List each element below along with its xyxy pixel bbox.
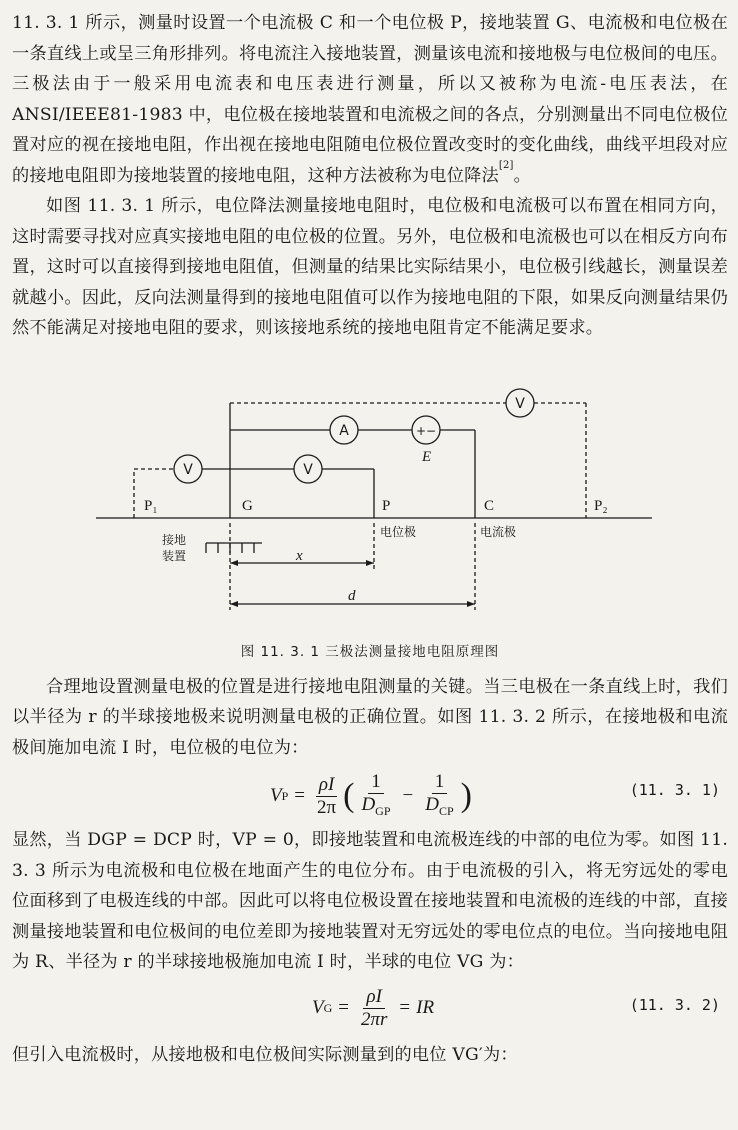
current-electrode-label: 电流极 bbox=[480, 524, 517, 539]
eq2-frac bbox=[358, 986, 390, 1031]
figure-caption: 图 11. 3. 1 三极法测量接地电阻原理图 bbox=[240, 643, 500, 660]
eq1-term-a-den-var: D bbox=[361, 794, 376, 815]
eq2-equals: = bbox=[338, 997, 349, 1018]
x-arrow-right bbox=[366, 560, 374, 566]
paragraph-3: 合理地设置测量电极的位置是进行接地电阻测量的关键。当三电极在一条直线上时，我们以半径为 r 的半球接地极来说明测量电极的正确位置。如图 11. 3. 2 所示，在接地极和电流极间施加电流 I 时，电位极的电位为： bbox=[12, 676, 728, 758]
eq1-term-a-den bbox=[358, 794, 393, 822]
eq1-term-b-den-sub: CP bbox=[438, 803, 454, 818]
label-c: C bbox=[484, 497, 495, 514]
x-arrow-left bbox=[230, 560, 238, 566]
paragraph-4: 显然，当 DGP = DCP 时，VP = 0，即接地装置和电流极连线的中部的电位为零。如图 11. 3. 3 所示为电流极和电位极在地面产生的电位分布。由于电流极的引入，将无穷远处的零电位面移到了电极连线的中部。因此可以将电位极设置在接地装置和电流极的连线的中部，直接测量接地装置和电位极间的电位差即为接地装置对无穷远处的零电位点的电位。当向接地电阻为 R、半径为 r 的半球接地极施加电流 I 时，半球的电位 VG 为： bbox=[12, 830, 728, 972]
label-x: x bbox=[296, 547, 303, 564]
label-d: d bbox=[348, 587, 356, 604]
voltmeter-p-label: V bbox=[303, 461, 313, 478]
voltmeter-p2-label: V bbox=[515, 395, 525, 412]
eq1-open-paren: ( bbox=[343, 777, 355, 815]
eq1-coef-den: 2π bbox=[317, 796, 337, 818]
d-arrow-left bbox=[230, 601, 238, 607]
eq1-lhs: V bbox=[270, 785, 282, 807]
equation-11-3-2 bbox=[12, 980, 728, 1036]
citation-ref[interactable]: [2] bbox=[498, 159, 514, 171]
eq1-close-paren: ) bbox=[460, 777, 472, 815]
paragraph-1-end: 。 bbox=[513, 165, 532, 186]
figure-11-3-1 bbox=[12, 348, 728, 634]
eq2-frac-num: ρI bbox=[363, 986, 384, 1009]
eq1-term-b-num: 1 bbox=[432, 771, 448, 794]
d-arrow-right bbox=[467, 601, 475, 607]
source-label: +− bbox=[415, 423, 437, 438]
equation-11-3-1 bbox=[12, 765, 728, 821]
eq2-frac-den: 2πr bbox=[361, 1008, 388, 1030]
potential-electrode-label: 电位极 bbox=[380, 524, 417, 539]
eq2-lhs-sub: G bbox=[323, 1000, 333, 1015]
eq1-term-b-den bbox=[422, 794, 456, 822]
paragraph-5: 但引入电流极时，从接地极和电位极间实际测量到的电位 VG′为： bbox=[12, 1044, 518, 1065]
eq1-lhs-sub: P bbox=[281, 788, 289, 803]
eq1-term-a-num: 1 bbox=[368, 771, 384, 794]
document-page bbox=[12, 8, 728, 1070]
equation-number-1: (11. 3. 1) bbox=[629, 781, 720, 799]
ammeter-label: A bbox=[339, 422, 349, 439]
label-p1: P₁ bbox=[144, 497, 158, 514]
voltmeter-p1-label: V bbox=[183, 461, 193, 478]
eq1-equals: = bbox=[294, 785, 306, 807]
paragraph-1-text: 11. 3. 1 所示，测量时设置一个电流极 C 和一个电位极 P，接地装置 G、电流极和电位极在一条直线上或呈三角形排列。将电流注入接地装置，测量该电流和接地极与电位极间的电压。三极法由于一般采用电流表和电压表进行测量，所以又被称为电流-电压表法，在 ANSI/IEEE81-1983 中，电位极在接地装置和电流极之间的各点，分别测量出不同电位极位置对应的视在接地电阻，作出视在接地电阻随电位极位置改变时的变化曲线，曲线平坦段对应的接地电阻即为接地装置的接地电阻，这种方法被称为电位降法 bbox=[12, 13, 728, 186]
eq1-coef-num: ρI bbox=[316, 774, 337, 797]
circuit-diagram bbox=[12, 348, 728, 634]
paragraph-1 bbox=[12, 8, 728, 191]
ground-device-label-2: 装置 bbox=[162, 548, 187, 563]
paragraph-2: 如图 11. 3. 1 所示，电位降法测量接地电阻时，电位极和电流极可以布置在相同方向，这时需要寻找对应真实接地电阻的电位极的位置。另外，电位极和电流极也可以在相反方向布置，这时可以直接得到接地电阻值，但测量的结果比实际结果小，电位极引线越长，测量误差就越小。因此，反向法测量得到的接地电阻值可以作为接地电阻的下限，如果反向测量结果仍然不能满足对接地电阻的要求，则该接地系统的接地电阻肯定不能满足要求。 bbox=[12, 196, 728, 338]
eq2-rhs: IR bbox=[416, 997, 435, 1018]
eq1-coef bbox=[314, 774, 339, 819]
eq2-lhs: V bbox=[312, 997, 324, 1018]
equation-number-2: (11. 3. 2) bbox=[629, 995, 720, 1014]
eq2-equals-2: = bbox=[399, 997, 411, 1018]
label-e: E bbox=[422, 448, 432, 465]
ground-device-label-1: 接地 bbox=[162, 532, 187, 547]
eq1-term-b-den-var: D bbox=[425, 794, 439, 815]
eq1-minus: − bbox=[402, 785, 414, 807]
eq1-term-b bbox=[422, 771, 456, 822]
label-p2: P₂ bbox=[594, 497, 608, 514]
label-g: G bbox=[242, 497, 253, 514]
eq1-term-a bbox=[358, 771, 393, 822]
eq1-term-a-den-sub: GP bbox=[375, 803, 391, 818]
label-p: P bbox=[382, 497, 391, 514]
